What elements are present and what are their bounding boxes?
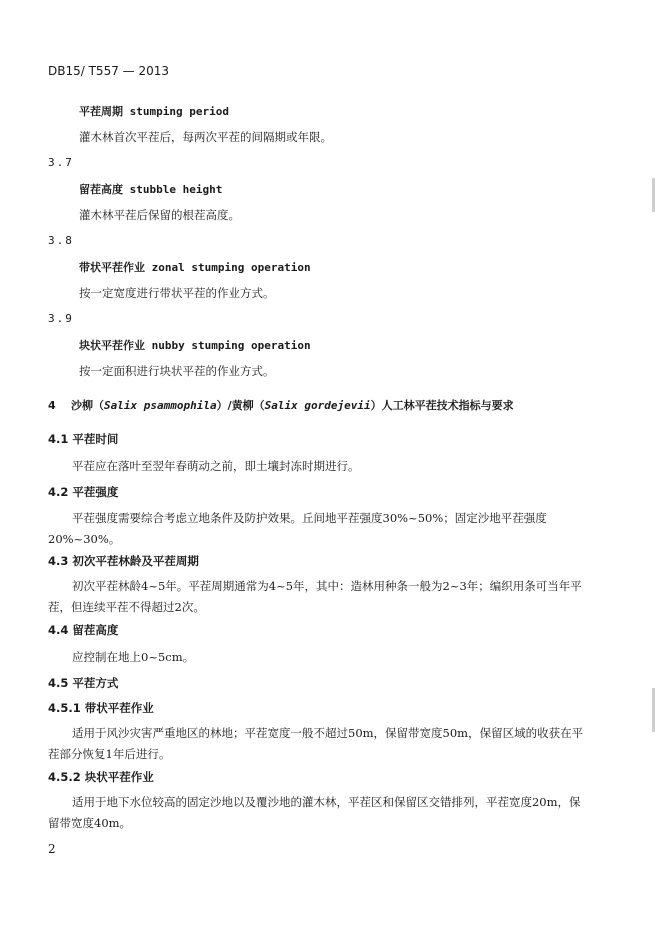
scan-edge-mark: [652, 688, 655, 732]
paragraph-4-1: 平茬应在落叶至翌年春萌动之前，即土壤封冻时期进行。: [72, 459, 360, 473]
document-header: DB15/ T557 — 2013: [48, 64, 170, 78]
section-4-species-1: Salix psammophila: [103, 399, 217, 412]
term-stubble-height: 留茬高度 stubble height: [79, 183, 223, 196]
paragraph-4-5-2: 适用于地下水位较高的固定沙地以及覆沙地的灌木林，平茬区和保留区交错排列，平茬宽度20m，保留带宽度40m。: [48, 795, 581, 830]
heading-4-1: 4.1 平茬时间: [48, 432, 119, 446]
section-4-number: 4: [48, 399, 56, 412]
clause-number-3-9: 3.9: [48, 312, 74, 325]
definition-stubble-height: 灌木林平茬后保留的根茬高度。: [79, 208, 240, 222]
definition-nubby-stumping: 按一定面积进行块状平茬的作业方式。: [79, 364, 275, 378]
definition-stumping-period: 灌木林首次平茬后，每两次平茬的间隔期或年限。: [79, 130, 332, 144]
paragraph-4-3: 初次平茬林龄4~5年。平茬周期通常为4~5年，其中：造林用种条一般为2~3年；编织用条可当年平茬，但连续平茬不得超过2次。: [48, 579, 582, 614]
term-zonal-stumping: 带状平茬作业 zonal stumping operation: [79, 261, 311, 274]
scan-edge-mark: [652, 178, 655, 212]
heading-4-2: 4.2 平茬强度: [48, 485, 119, 499]
section-4-heading: [48, 397, 514, 413]
paragraph-4-4: 应控制在地上0~5cm。: [72, 650, 195, 664]
clause-number-3-8: 3.8: [48, 234, 74, 247]
heading-4-5: 4.5 平茬方式: [48, 676, 119, 690]
heading-4-3: 4.3 初次平茬林龄及平茬周期: [48, 554, 199, 568]
section-4-title-part3: ）人工林平茬技术指标与要求: [370, 399, 514, 412]
paragraph-4-2: 平茬强度需要综合考虑立地条件及防护效果。丘间地平茬强度30%~50%；固定沙地平茬强度20%~30%。: [48, 511, 547, 546]
section-4-species-2: Salix gordejevii: [264, 399, 371, 412]
heading-4-5-1: 4.5.1 带状平茬作业: [48, 701, 154, 715]
term-nubby-stumping: 块状平茬作业 nubby stumping operation: [79, 339, 311, 352]
paragraph-4-5-1: 适用于风沙灾害严重地区的林地；平茬宽度一般不超过50m，保留带宽度50m，保留区域的收获在平茬部分恢复1年后进行。: [48, 726, 584, 761]
section-4-title-part1: 沙柳（: [70, 399, 104, 412]
clause-number-3-7: 3.7: [48, 156, 74, 169]
term-stumping-period: 平茬周期 stumping period: [79, 105, 229, 118]
heading-4-4: 4.4 留茬高度: [48, 623, 119, 637]
page-number: 2: [48, 842, 56, 856]
section-4-title-part2: ）/黄柳（: [216, 399, 265, 412]
heading-4-5-2: 4.5.2 块状平茬作业: [48, 770, 154, 784]
definition-zonal-stumping: 按一定宽度进行带状平茬的作业方式。: [79, 286, 275, 300]
